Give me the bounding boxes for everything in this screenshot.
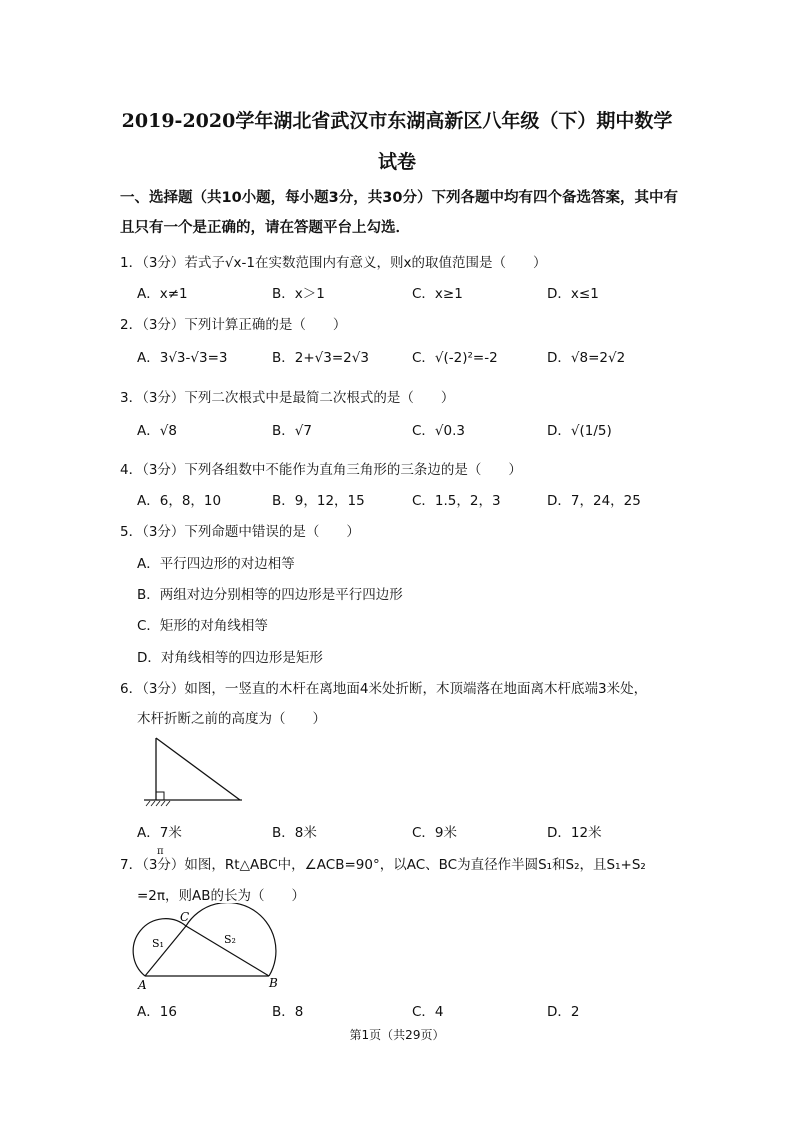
q3-option-c: C．√0.3 bbox=[412, 423, 465, 439]
label-a: A bbox=[138, 978, 147, 992]
question-5: 5．（3分）下列命题中错误的是（ ） bbox=[120, 524, 360, 540]
q2-option-d: D．√8=2√2 bbox=[547, 350, 626, 366]
q6-option-b: B．8米 bbox=[272, 825, 317, 841]
q6-figure-broken-pole bbox=[140, 732, 250, 807]
q4-option-a: A．6，8，10 bbox=[137, 493, 222, 509]
question-6-line2: 木杆折断之前的高度为（ ） bbox=[137, 711, 326, 727]
label-b: B bbox=[269, 976, 278, 990]
document-title-line2: 试卷 bbox=[377, 151, 416, 173]
question-2: 2．（3分）下列计算正确的是（ ） bbox=[120, 317, 347, 333]
question-7-line2: =2π，则AB的长为（ ） bbox=[137, 888, 306, 904]
q3-option-a: A．√8 bbox=[137, 423, 177, 439]
q7-figure-semicircles bbox=[132, 903, 292, 993]
label-s1: S₁ bbox=[152, 937, 164, 950]
q1-option-c: C．x≥1 bbox=[412, 286, 463, 302]
q1-option-a: A．x≠1 bbox=[137, 286, 188, 302]
label-s2: S₂ bbox=[224, 933, 236, 946]
page-footer: 第1页（共29页） bbox=[349, 1028, 445, 1042]
q5-option-c: C．矩形的对角线相等 bbox=[137, 618, 268, 634]
q7-option-a: A．16 bbox=[137, 1004, 177, 1020]
question-4: 4．（3分）下列各组数中不能作为直角三角形的三条边的是（ ） bbox=[120, 462, 522, 478]
label-c: C bbox=[180, 910, 190, 924]
section-header-line2: 且只有一个是正确的，请在答题平台上勾选． bbox=[120, 220, 410, 236]
q7-pi-mark: π bbox=[157, 846, 164, 857]
q5-option-b: B．两组对边分别相等的四边形是平行四边形 bbox=[137, 587, 403, 603]
q6-option-a: A．7米 bbox=[137, 825, 182, 841]
question-1: 1．（3分）若式子√x-1在实数范围内有意义，则x的取值范围是（ ） bbox=[120, 255, 547, 271]
q7-option-c: C．4 bbox=[412, 1004, 444, 1020]
q2-option-c: C．√(-2)²=-2 bbox=[412, 350, 498, 366]
q2-option-b: B．2+√3=2√3 bbox=[272, 350, 369, 366]
q6-option-c: C．9米 bbox=[412, 825, 458, 841]
document-title-line1: 2019-2020学年湖北省武汉市东湖高新区八年级（下）期中数学 bbox=[121, 110, 673, 132]
question-3: 3．（3分）下列二次根式中是最简二次根式的是（ ） bbox=[120, 390, 455, 406]
q5-option-d: D．对角线相等的四边形是矩形 bbox=[137, 650, 323, 666]
q3-option-d: D．√(1/5) bbox=[547, 423, 612, 439]
q4-option-d: D．7，24，25 bbox=[547, 493, 641, 509]
question-6-line1: 6．（3分）如图，一竖直的木杆在离地面4米处折断，木顶端落在地面离木杆底端3米处， bbox=[120, 681, 648, 697]
q4-option-b: B．9，12，15 bbox=[272, 493, 365, 509]
q1-option-d: D．x≤1 bbox=[547, 286, 599, 302]
q6-option-d: D．12米 bbox=[547, 825, 602, 841]
q5-option-a: A．平行四边形的对边相等 bbox=[137, 556, 295, 572]
section-header-line1: 一、选择题（共10小题，每小题3分，共30分）下列各题中均有四个备选答案，其中有 bbox=[120, 190, 678, 206]
q7-option-d: D．2 bbox=[547, 1004, 580, 1020]
question-7-line1: 7．（3分）如图，Rt△ABC中，∠ACB=90°，以AC、BC为直径作半圆S₁和S₂，且S₁+S₂ bbox=[120, 857, 646, 873]
q1-option-b: B．x＞1 bbox=[272, 286, 325, 302]
q7-option-b: B．8 bbox=[272, 1004, 304, 1020]
q4-option-c: C．1.5，2，3 bbox=[412, 493, 501, 509]
q2-option-a: A．3√3-√3=3 bbox=[137, 350, 228, 366]
q3-option-b: B．√7 bbox=[272, 423, 312, 439]
